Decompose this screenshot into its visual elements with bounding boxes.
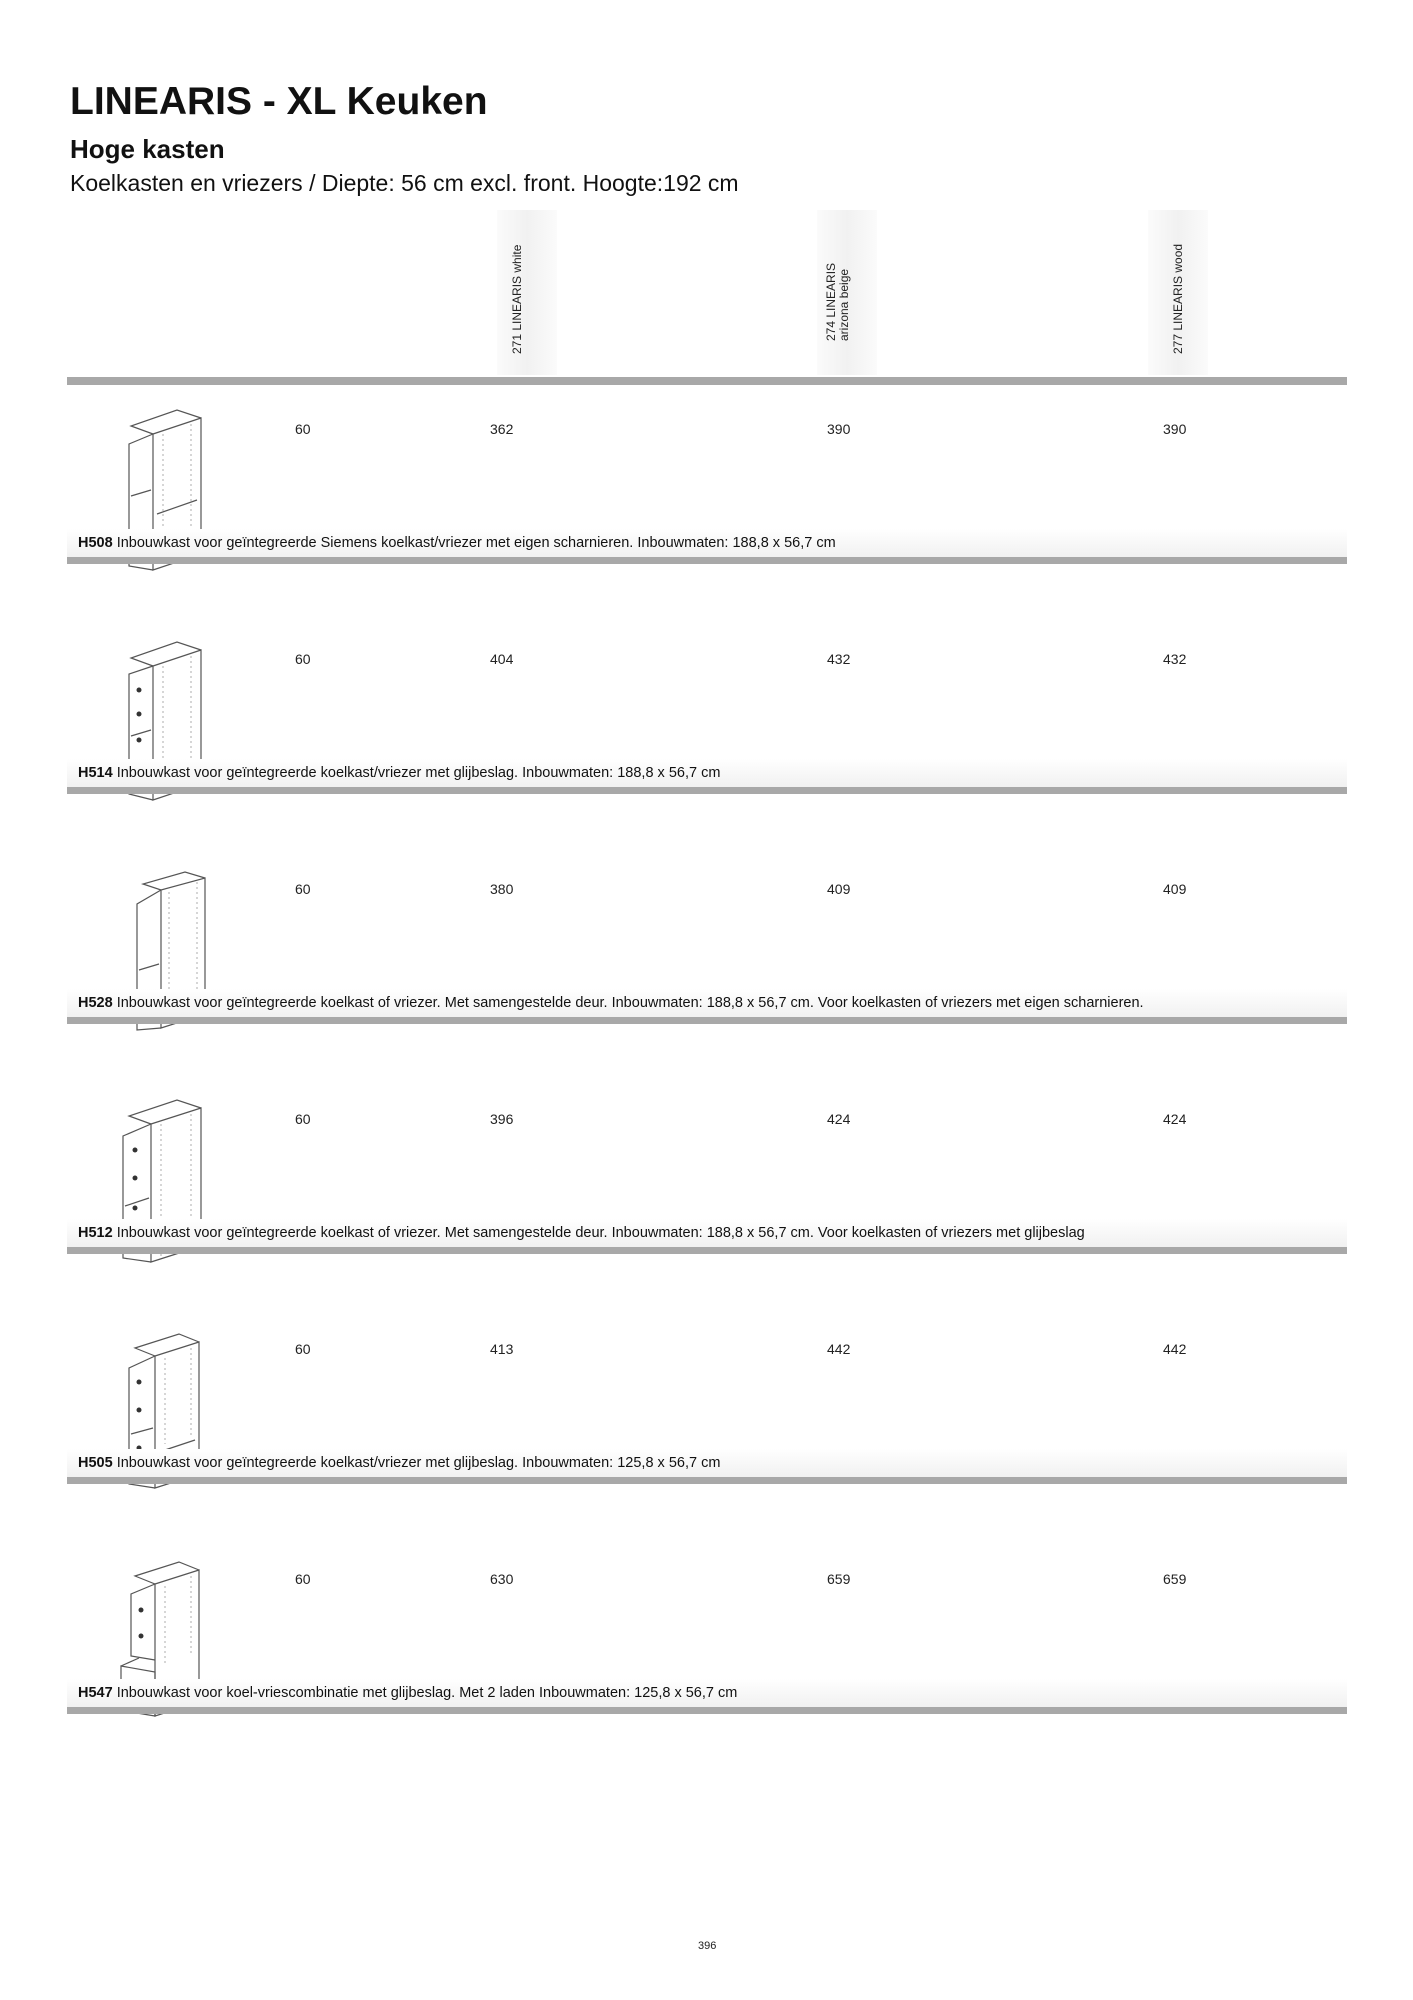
price-arizona-beige: 424: [827, 1111, 851, 1127]
price-arizona-beige: 659: [827, 1571, 851, 1587]
price-white: 396: [490, 1111, 514, 1127]
price-arizona-beige: 432: [827, 651, 851, 667]
price-arizona-beige: 442: [827, 1341, 851, 1357]
row-divider: [67, 787, 1347, 794]
product-description: Inbouwkast voor geïntegreerde koelkast of vriezer. Met samengestelde deur. Inbouwmaten: 188,8 x 56,7 cm. Voor koelkasten of vriezers met eigen scharnieren.: [116, 995, 1144, 1011]
product-row-h528: [67, 846, 1347, 1076]
description-bar: [67, 1219, 1347, 1247]
column-header-arizona-beige: [817, 210, 877, 375]
price-white: 362: [490, 421, 514, 437]
section-subtitle: Koelkasten en vriezers / Diepte: 56 cm excl. front. Hoogte:192 cm: [70, 170, 739, 196]
description-bar: [67, 1679, 1347, 1707]
width-value: 60: [295, 421, 311, 437]
column-header-label: 271 LINEARIS white: [510, 244, 524, 354]
header-divider: [67, 377, 1347, 385]
product-code: H512: [78, 1225, 113, 1241]
product-row-h547: [67, 1536, 1347, 1766]
price-wood: 659: [1163, 1571, 1187, 1587]
column-header-wood: [1148, 210, 1208, 375]
product-row-h514: [67, 616, 1347, 846]
product-code: H528: [78, 995, 113, 1011]
description-bar: [67, 759, 1347, 787]
price-wood: 442: [1163, 1341, 1187, 1357]
product-code: H514: [78, 765, 113, 781]
product-row-h505: [67, 1306, 1347, 1536]
column-header-white: [497, 210, 557, 375]
row-divider: [67, 557, 1347, 564]
product-code: H547: [78, 1685, 113, 1701]
price-arizona-beige: 409: [827, 881, 851, 897]
width-value: 60: [295, 881, 311, 897]
column-header-label-2: arizona beige: [837, 268, 851, 341]
row-divider: [67, 1017, 1347, 1024]
price-white: 380: [490, 881, 514, 897]
price-wood: 424: [1163, 1111, 1187, 1127]
product-description: Inbouwkast voor geïntegreerde koelkast/vriezer met glijbeslag. Inbouwmaten: 125,8 x 56,7 cm: [116, 1455, 721, 1471]
product-description: Inbouwkast voor geïntegreerde koelkast of vriezer. Met samengestelde deur. Inbouwmaten: 188,8 x 56,7 cm. Voor koelkasten of vriezers met glijbeslag: [116, 1225, 1085, 1241]
product-row-h508: [67, 386, 1347, 616]
price-arizona-beige: 390: [827, 421, 851, 437]
price-wood: 409: [1163, 881, 1187, 897]
product-description: Inbouwkast voor geïntegreerde Siemens koelkast/vriezer met eigen scharnieren. Inbouwmaten: 188,8 x 56,7 cm: [116, 535, 836, 551]
row-divider: [67, 1477, 1347, 1484]
width-value: 60: [295, 651, 311, 667]
width-value: 60: [295, 1571, 311, 1587]
row-divider: [67, 1247, 1347, 1254]
description-bar: [67, 989, 1347, 1017]
row-divider: [67, 1707, 1347, 1714]
width-value: 60: [295, 1341, 311, 1357]
page-number: 396: [698, 1940, 717, 1952]
page-title: LINEARIS - XL Keuken: [70, 80, 488, 123]
section-title: Hoge kasten: [70, 134, 225, 164]
column-header-label: 277 LINEARIS wood: [1171, 243, 1185, 354]
product-description: Inbouwkast voor koel-vriescombinatie met glijbeslag. Met 2 laden Inbouwmaten: 125,8 x 56,7 cm: [116, 1685, 738, 1701]
price-white: 404: [490, 651, 514, 667]
description-bar: [67, 1449, 1347, 1477]
column-header-label: 274 LINEARIS: [824, 262, 838, 341]
product-code: H505: [78, 1455, 113, 1471]
price-wood: 390: [1163, 421, 1187, 437]
width-value: 60: [295, 1111, 311, 1127]
product-description: Inbouwkast voor geïntegreerde koelkast/vriezer met glijbeslag. Inbouwmaten: 188,8 x 56,7 cm: [116, 765, 721, 781]
product-row-h512: [67, 1076, 1347, 1306]
price-white: 630: [490, 1571, 514, 1587]
description-bar: [67, 529, 1347, 557]
price-wood: 432: [1163, 651, 1187, 667]
product-code: H508: [78, 535, 113, 551]
price-white: 413: [490, 1341, 514, 1357]
